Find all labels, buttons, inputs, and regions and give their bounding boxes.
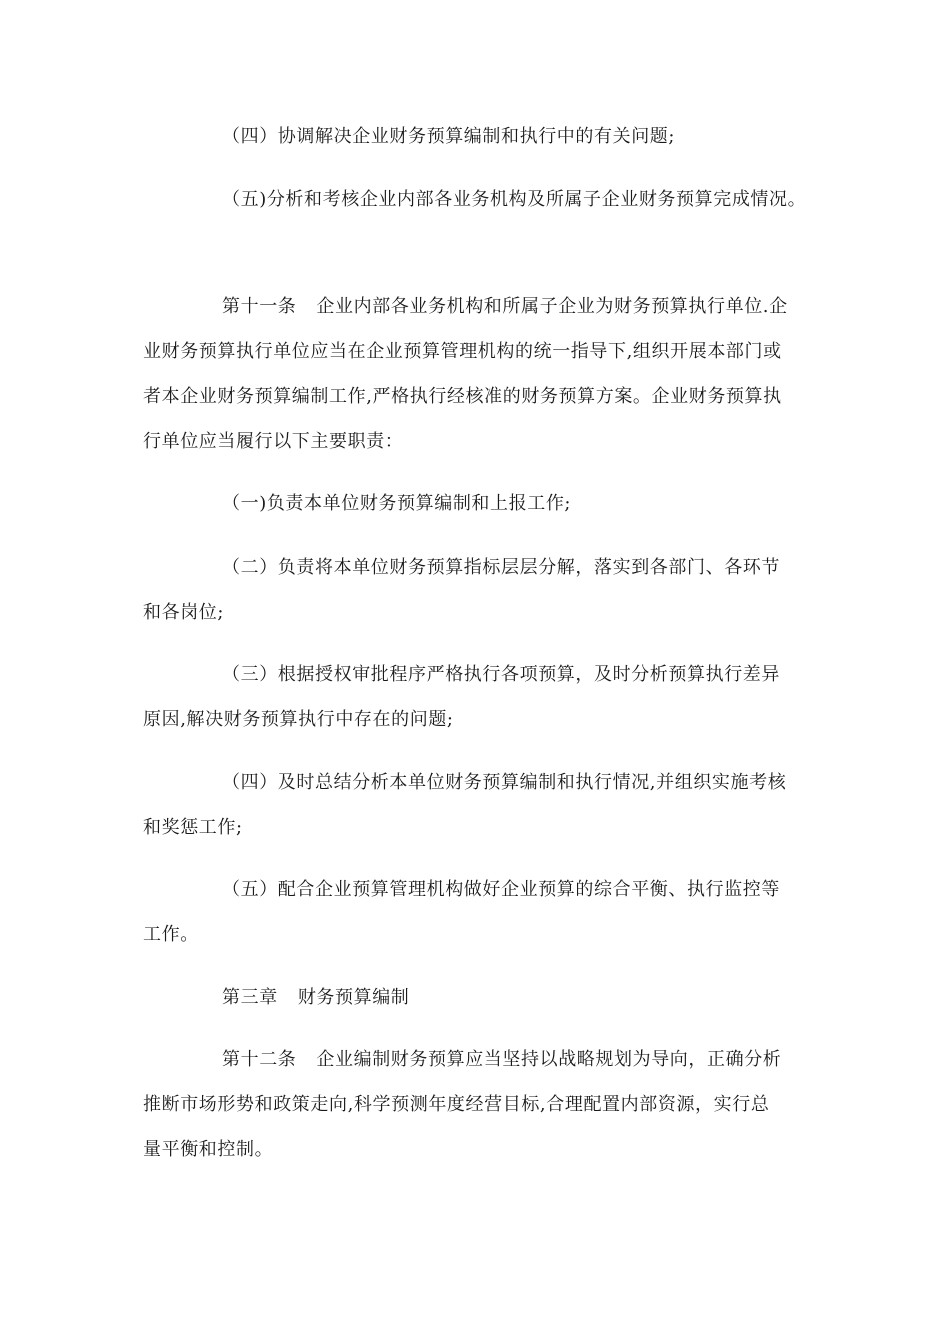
paragraph-line bbox=[222, 771, 786, 795]
text-run: （五）配合企业预算管理机构做好企业预算的综合平衡、执行监控等 bbox=[222, 879, 780, 900]
text-run: 者本企业财务预算编制工作,严格执行经核准的财务预算方案。企业财务预算执 bbox=[143, 386, 782, 407]
text-run: 工作。 bbox=[143, 924, 199, 945]
text-run: （四）及时总结分析本单位财务预算编制和执行情况,并组织实施考核 bbox=[222, 772, 787, 793]
paragraph-line bbox=[222, 188, 806, 212]
paragraph-line bbox=[143, 385, 782, 409]
text-run: 量平衡和控制。 bbox=[143, 1139, 274, 1160]
paragraph-line bbox=[143, 601, 224, 625]
paragraph-line bbox=[222, 878, 780, 902]
paragraph-line bbox=[143, 708, 454, 732]
text-run: （三）根据授权审批程序严格执行各项预算，及时分析预算执行差异 bbox=[222, 664, 780, 685]
paragraph-line bbox=[143, 340, 782, 364]
text-run: 和奖惩工作; bbox=[143, 817, 243, 838]
text-run: 和各岗位; bbox=[143, 602, 225, 623]
paragraph-line bbox=[143, 1138, 273, 1162]
text-run: 企业编制财务预算应当坚持以战略规划为导向，正确分析 bbox=[316, 1049, 782, 1070]
article-heading-line bbox=[222, 295, 788, 319]
paragraph-line bbox=[222, 492, 571, 516]
paragraph-line bbox=[222, 556, 780, 580]
chapter-heading bbox=[222, 986, 409, 1010]
text-run: 推断市场形势和政策走向,科学预测年度经营目标,合理配置内部资源，实行总 bbox=[143, 1094, 770, 1115]
article-heading-line bbox=[222, 1048, 781, 1072]
text-run: （一)负责本单位财务预算编制和上报工作; bbox=[222, 493, 572, 514]
text-run: 行单位应当履行以下主要职责： bbox=[143, 431, 404, 452]
article-number: 第十二条 bbox=[222, 1049, 297, 1070]
paragraph-line bbox=[143, 430, 403, 454]
paragraph-line bbox=[143, 816, 243, 840]
text-run: 原因,解决财务预算执行中存在的问题; bbox=[143, 709, 454, 730]
paragraph-line bbox=[222, 663, 780, 687]
article-number: 第十一条 bbox=[222, 296, 297, 317]
paragraph-line bbox=[222, 125, 675, 149]
paragraph-line bbox=[143, 923, 199, 947]
chapter-number: 第三章 bbox=[222, 987, 278, 1008]
chapter-title: 财务预算编制 bbox=[297, 987, 410, 1008]
text-run: （五)分析和考核企业内部各业务机构及所属子企业财务预算完成情况。 bbox=[222, 189, 807, 210]
paragraph-line bbox=[143, 1093, 769, 1117]
text-run: 企业内部各业务机构和所属子企业为财务预算执行单位.企 bbox=[316, 296, 788, 317]
text-run: 业财务预算执行单位应当在企业预算管理机构的统一指导下,组织开展本部门或 bbox=[143, 341, 782, 362]
text-run: （二）负责将本单位财务预算指标层层分解，落实到各部门、各环节 bbox=[222, 557, 780, 578]
text-run: （四）协调解决企业财务预算编制和执行中的有关问题; bbox=[222, 126, 676, 147]
